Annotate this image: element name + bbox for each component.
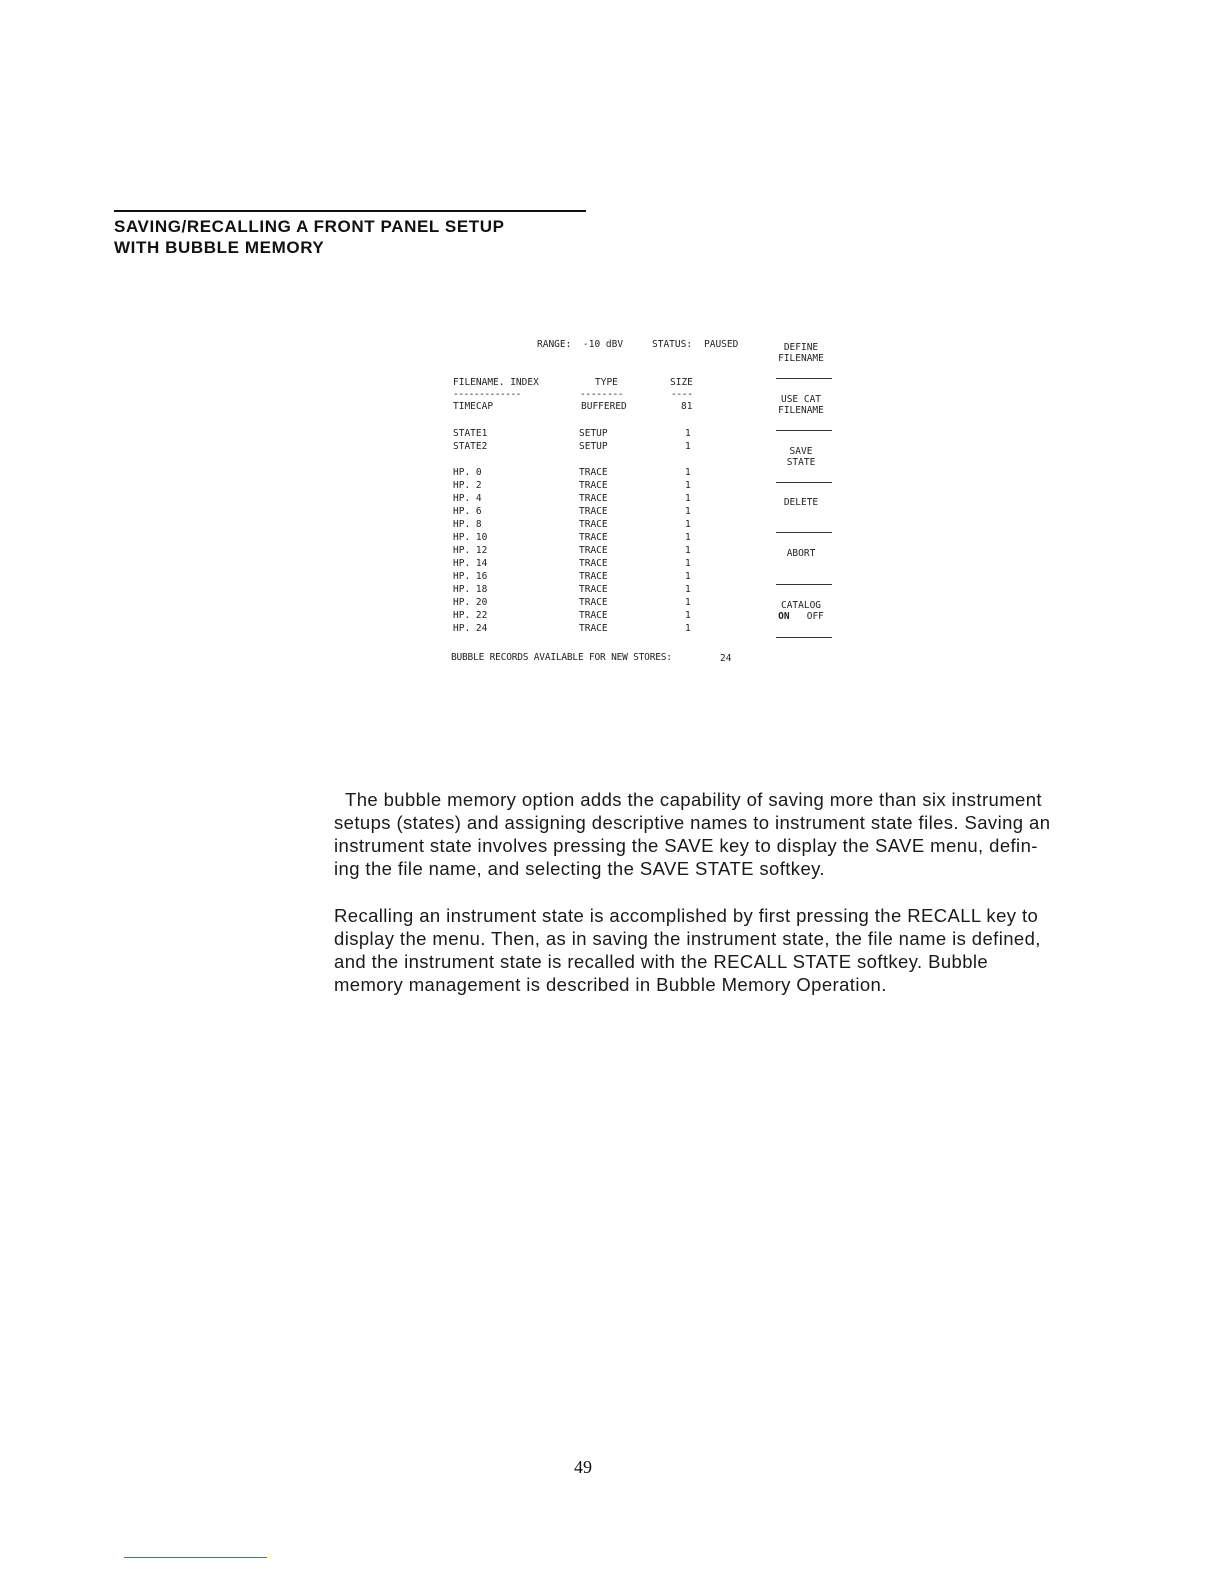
file-size-cell: 1: [685, 480, 691, 491]
softkey-define-filename[interactable]: [768, 342, 834, 364]
paragraph-line: and the instrument state is recalled with the RECALL STATE softkey. Bubble: [334, 951, 989, 972]
file-type-cell: TRACE: [579, 519, 608, 530]
paragraph-line: memory management is described in Bubble Memory Operation.: [334, 974, 887, 995]
softkey-label: SAVE: [789, 446, 813, 457]
file-size-cell: 1: [685, 597, 691, 608]
file-name-cell: HP. 16: [453, 571, 488, 582]
file-type-cell: SETUP: [579, 441, 608, 452]
file-name-cell: HP. 20: [453, 597, 488, 608]
file-name-cell: HP. 0: [453, 467, 482, 478]
softkey-abort[interactable]: [768, 548, 834, 559]
file-size-cell: 1: [685, 584, 691, 595]
footer-rule: [124, 1557, 267, 1558]
status-value: PAUSED: [704, 339, 739, 350]
file-size-cell: 1: [685, 493, 691, 504]
file-name-cell: HP. 18: [453, 584, 488, 595]
column-header-type: TYPE: [595, 377, 618, 388]
column-header-filename: FILENAME. INDEX: [453, 377, 539, 388]
catalog-off[interactable]: OFF: [806, 611, 824, 622]
file-type-cell: TRACE: [579, 506, 608, 517]
heading-rule: [114, 210, 586, 212]
file-type-cell: TRACE: [579, 623, 608, 634]
file-name-cell: HP. 8: [453, 519, 482, 530]
file-type-cell: SETUP: [579, 428, 608, 439]
softkey-divider: [776, 584, 832, 585]
catalog-on[interactable]: ON: [778, 611, 790, 622]
dash-type: --------: [580, 389, 624, 400]
file-type-cell: TRACE: [579, 610, 608, 621]
file-type-cell: TRACE: [579, 558, 608, 569]
file-size-cell: 1: [685, 571, 691, 582]
file-name-cell: HP. 6: [453, 506, 482, 517]
file-name-cell: HP. 24: [453, 623, 488, 634]
file-name-cell: HP. 12: [453, 545, 488, 556]
file-size-cell: 1: [685, 623, 691, 634]
softkey-label: DEFINE: [783, 342, 819, 353]
paragraph-line: The bubble memory option adds the capability of saving more than six instrument: [345, 789, 1042, 810]
softkey-label: USE CAT: [780, 394, 822, 405]
column-header-size: SIZE: [670, 377, 693, 388]
file-type-cell: BUFFERED: [581, 401, 627, 412]
softkey-label: STATE: [786, 457, 816, 468]
file-size-cell: 1: [685, 545, 691, 556]
status-label: STATUS:: [652, 339, 693, 350]
file-name-cell: HP. 10: [453, 532, 488, 543]
file-size-cell: 1: [685, 532, 691, 543]
paragraph-line: instrument state involves pressing the SAVE key to display the SAVE menu, defin-: [334, 835, 1038, 856]
range-label: RANGE:: [537, 339, 572, 350]
file-type-cell: TRACE: [579, 545, 608, 556]
range-value: -10 dBV: [583, 339, 624, 350]
paragraph-line: setups (states) and assigning descriptive names to instrument state files. Saving an: [334, 812, 1051, 833]
heading-line-1: SAVING/RECALLING A FRONT PANEL SETUP: [114, 217, 505, 236]
dash-size: ----: [671, 389, 693, 400]
catalog-toggle: [768, 611, 834, 622]
paragraph-line: display the menu. Then, as in saving the instrument state, the file name is defined,: [334, 928, 1041, 949]
softkey-label: DELETE: [783, 497, 819, 508]
paragraph-2: [334, 904, 1094, 996]
softkey-catalog[interactable]: [768, 600, 834, 622]
dash-filename: -------------: [453, 389, 521, 400]
file-type-cell: TRACE: [579, 597, 608, 608]
softkey-label: ABORT: [786, 548, 816, 559]
file-size-cell: 1: [685, 558, 691, 569]
section-heading: [114, 216, 505, 258]
paragraph-line: Recalling an instrument state is accomplished by first pressing the RECALL key to: [334, 905, 1039, 926]
file-name-cell: STATE2: [453, 441, 488, 452]
file-size-cell: 1: [685, 610, 691, 621]
softkey-divider: [776, 378, 832, 379]
file-size-cell: 1: [685, 519, 691, 530]
file-type-cell: TRACE: [579, 571, 608, 582]
file-name-cell: HP. 22: [453, 610, 488, 621]
paragraph-1: [334, 788, 1094, 880]
file-name-cell: TIMECAP: [453, 401, 494, 412]
file-size-cell: 1: [685, 441, 691, 452]
file-type-cell: TRACE: [579, 584, 608, 595]
file-size-cell: 1: [685, 467, 691, 478]
file-size-cell: 1: [685, 506, 691, 517]
page-number: 49: [574, 1457, 592, 1477]
softkey-divider: [776, 430, 832, 431]
file-type-cell: TRACE: [579, 532, 608, 543]
file-size-cell: 1: [685, 428, 691, 439]
file-name-cell: HP. 4: [453, 493, 482, 504]
file-name-cell: HP. 14: [453, 558, 488, 569]
file-size-cell: 81: [681, 401, 693, 412]
softkey-label: FILENAME: [778, 405, 824, 416]
file-name-cell: STATE1: [453, 428, 488, 439]
softkey-divider: [776, 532, 832, 533]
records-available-label: BUBBLE RECORDS AVAILABLE FOR NEW STORES:: [451, 652, 672, 663]
softkey-delete[interactable]: [768, 497, 834, 508]
file-type-cell: TRACE: [579, 467, 608, 478]
file-type-cell: TRACE: [579, 493, 608, 504]
softkey-divider: [776, 637, 832, 638]
softkey-use-cat-filename[interactable]: [768, 394, 834, 416]
softkey-label: FILENAME: [778, 353, 824, 364]
heading-line-2: WITH BUBBLE MEMORY: [114, 238, 325, 257]
paragraph-line: ing the file name, and selecting the SAVE STATE softkey.: [334, 858, 825, 879]
records-available-value: 24: [720, 653, 732, 664]
softkey-divider: [776, 482, 832, 483]
file-type-cell: TRACE: [579, 480, 608, 491]
softkey-save-state[interactable]: [768, 446, 834, 468]
softkey-label: CATALOG: [780, 600, 822, 611]
file-name-cell: HP. 2: [453, 480, 482, 491]
